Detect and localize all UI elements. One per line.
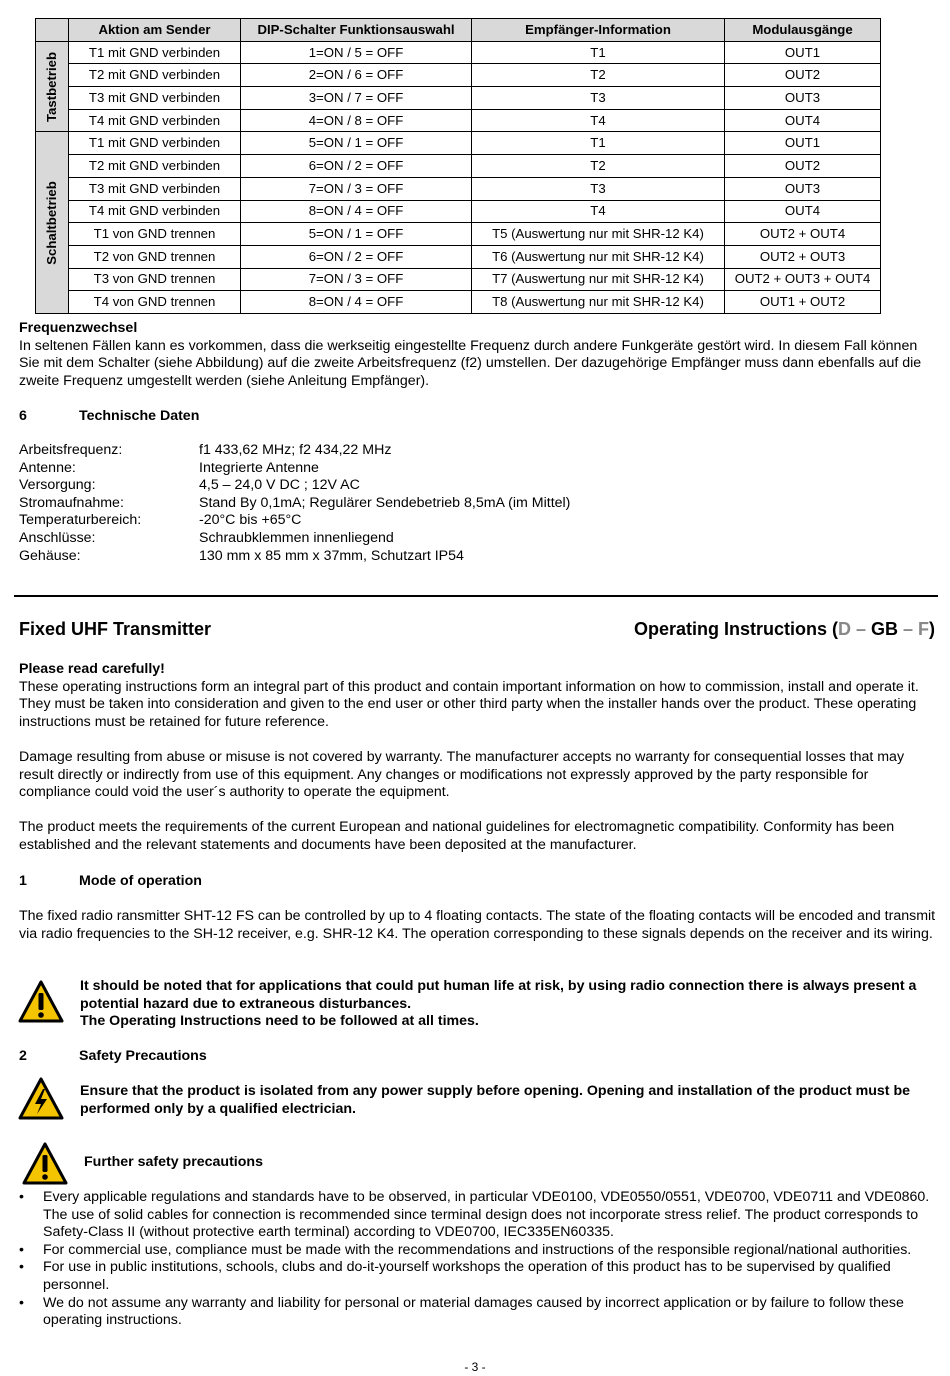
- section-title: Safety Precautions: [79, 1048, 207, 1064]
- spec-label: Stromaufnahme:: [19, 494, 124, 511]
- table-cell: OUT2 + OUT3: [725, 245, 881, 268]
- table-cell: T3: [472, 177, 725, 200]
- list-item: • For commercial use, compliance must be made with the recommendations and instructions of the responsible regional/national authorities.: [19, 1242, 937, 1260]
- lang-gb: GB: [870, 619, 898, 639]
- table-cell: OUT3: [725, 87, 881, 110]
- list-item: • We do not assume any warranty and liability for personal or material damages caused by incorrect application or by failure to follow these operating instructions.: [19, 1295, 937, 1330]
- table-cell: 8=ON / 4 = OFF: [241, 200, 472, 223]
- product-title: Fixed UHF Transmitter: [19, 619, 212, 639]
- spec-value: -20°C bis +65°C: [199, 512, 302, 529]
- table-cell: 8=ON / 4 = OFF: [241, 291, 472, 314]
- table-cell: OUT2 + OUT3 + OUT4: [725, 268, 881, 291]
- lang-d: D: [837, 619, 851, 639]
- table-cell: T7 (Auswertung nur mit SHR-12 K4): [472, 268, 725, 291]
- table-cell: 5=ON / 1 = OFF: [241, 132, 472, 155]
- dip-switch-table: [35, 18, 881, 314]
- spec-row: [19, 495, 570, 513]
- table-cell: OUT2: [725, 64, 881, 87]
- spec-row: [19, 460, 570, 478]
- table-row: [36, 245, 881, 268]
- table-row: [36, 291, 881, 314]
- table-cell: T5 (Auswertung nur mit SHR-12 K4): [472, 223, 725, 246]
- table-cell: T8 (Auswertung nur mit SHR-12 K4): [472, 291, 725, 314]
- table-cell: OUT2: [725, 155, 881, 178]
- dash: –: [897, 619, 918, 639]
- spec-value: f1 433,62 MHz; f2 434,22 MHz: [199, 442, 392, 458]
- table-cell: T1: [472, 132, 725, 155]
- list-item: • For use in public institutions, schools, clubs and do-it-yourself workshops the operation of this product has to be supervised by qualified personnel.: [19, 1259, 937, 1294]
- spec-value: 130 mm x 85 mm x 37mm, Schutzart IP54: [199, 547, 464, 564]
- operating-instructions-title: [634, 619, 935, 640]
- table-header: Empfänger-Information: [472, 19, 725, 42]
- table-cell: T1 mit GND verbinden: [69, 41, 241, 64]
- section-number: 6: [19, 408, 27, 424]
- spec-value: Integrierte Antenne: [199, 459, 319, 476]
- safety-heading: [19, 1048, 937, 1066]
- table-cell: T6 (Auswertung nur mit SHR-12 K4): [472, 245, 725, 268]
- table-row: [36, 132, 881, 155]
- table-row: [36, 41, 881, 64]
- table-group-cell: [36, 132, 69, 314]
- table-cell: T1 mit GND verbinden: [69, 132, 241, 155]
- electric-warning-text: Ensure that the product is isolated from any power supply before opening. Opening and installation of the product must be performed only by a qualified electrician.: [80, 1083, 911, 1117]
- further-safety-heading: Further safety precautions: [84, 1154, 263, 1170]
- page-number: - 3 -: [464, 1360, 486, 1374]
- spec-value: 4,5 – 24,0 V DC ; 12V AC: [199, 477, 360, 494]
- table-row: [36, 87, 881, 110]
- section-title: Technische Daten: [79, 408, 200, 424]
- table-cell: T2 von GND trennen: [69, 245, 241, 268]
- intro-section: [19, 661, 937, 855]
- mode-paragraph: The fixed radio ransmitter SHT-12 FS can be controlled by up to 4 floating contacts. The state of the floating contacts will be encoded and transmit via radio frequencies to the SH-12 receiver, e.g. SHR-12 K4. The operation corresponding to these signals depends on the receiver and its wiring.: [19, 908, 936, 942]
- table-cell: T2: [472, 64, 725, 87]
- spec-label: Antenne:: [19, 459, 76, 476]
- warning-line: It should be noted that for applications that could put human life at risk, by using radio connection there is always present a potential hazard due to extraneous disturbances.: [80, 978, 917, 1012]
- table-cell: 3=ON / 7 = OFF: [241, 87, 472, 110]
- table-cell: T2: [472, 155, 725, 178]
- freq-paragraph: In seltenen Fällen kann es vorkommen, dass die werkseitig eingestellte Frequenz durch andere Funkgeräte gestört wird. In diesem Fall können Sie mit dem Schalter (siehe Abbildung) auf die zweite Arbeitsfrequenz (f2) umstellen. Der dazugehörige Empfänger muss dann ebenfalls auf die zweite Frequenz umgestellt werden (siehe Anleitung Empfänger).: [19, 337, 922, 389]
- table-cell: 4=ON / 8 = OFF: [241, 109, 472, 132]
- warning-triangle-icon: [22, 1142, 68, 1186]
- table-cell: T4 mit GND verbinden: [69, 200, 241, 223]
- table-group-label: Schaltbetrieb: [44, 180, 59, 265]
- table-cell: 7=ON / 3 = OFF: [241, 268, 472, 291]
- spec-value: Schraubklemmen innenliegend: [199, 529, 394, 546]
- table-cell: 7=ON / 3 = OFF: [241, 177, 472, 200]
- freq-heading: Frequenzwechsel: [19, 320, 138, 336]
- table-cell: T4: [472, 200, 725, 223]
- tech-specs-list: [19, 442, 570, 565]
- spec-label: Versorgung:: [19, 477, 96, 494]
- spec-label: Arbeitsfrequenz:: [19, 442, 123, 458]
- table-row: [36, 64, 881, 87]
- table-row: [36, 109, 881, 132]
- table-header: DIP-Schalter Funktionsauswahl: [241, 19, 472, 42]
- table-cell: OUT4: [725, 200, 881, 223]
- table-cell: OUT2 + OUT4: [725, 223, 881, 246]
- warning-text: [80, 978, 940, 1031]
- table-cell: T1: [472, 41, 725, 64]
- section-number: 2: [19, 1048, 27, 1064]
- spec-label: Anschlüsse:: [19, 529, 96, 546]
- spec-row: [19, 477, 570, 495]
- table-cell: OUT1 + OUT2: [725, 291, 881, 314]
- table-cell: 2=ON / 6 = OFF: [241, 64, 472, 87]
- freq-section: [19, 320, 937, 390]
- dash: –: [850, 619, 871, 639]
- electric-hazard-icon: [18, 1077, 64, 1121]
- table-cell: OUT3: [725, 177, 881, 200]
- section-number: 1: [19, 873, 27, 889]
- oi-prefix: Operating Instructions (: [633, 619, 838, 639]
- table-cell: T3 mit GND verbinden: [69, 177, 241, 200]
- table-group-cell: [36, 41, 69, 132]
- safety-bullet-list: [19, 1189, 937, 1330]
- table-header: Aktion am Sender: [69, 19, 241, 42]
- table-cell: OUT1: [725, 132, 881, 155]
- section-title: Mode of operation: [79, 873, 202, 889]
- table-cell: T4: [472, 109, 725, 132]
- table-row: [36, 268, 881, 291]
- table-row: [36, 177, 881, 200]
- spec-value: Stand By 0,1mA; Regulärer Sendebetrieb 8,5mA (im Mittel): [199, 494, 571, 511]
- table-cell: T4 von GND trennen: [69, 291, 241, 314]
- read-carefully-heading: Please read carefully!: [19, 661, 165, 677]
- table-cell: 1=ON / 5 = OFF: [241, 41, 472, 64]
- paragraph: Damage resulting from abuse or misuse is not covered by warranty. The manufacturer accepts no warranty for consequential losses that may result directly or indirectly from use of this equipment. Any changes or modifications not expressly approved by the party responsible for compliance could void the user´s authority to operate the equipment.: [19, 748, 905, 801]
- mode-heading: [19, 873, 937, 891]
- table-corner-cell: [36, 19, 69, 42]
- table-cell: T2 mit GND verbinden: [69, 64, 241, 87]
- table-cell: T2 mit GND verbinden: [69, 155, 241, 178]
- table-row: [36, 200, 881, 223]
- oi-suffix: ): [929, 619, 935, 639]
- table-cell: 6=ON / 2 = OFF: [241, 245, 472, 268]
- table-cell: T3 mit GND verbinden: [69, 87, 241, 110]
- table-row: [36, 155, 881, 178]
- warning-triangle-icon: [18, 980, 64, 1024]
- spec-row: [19, 530, 570, 548]
- table-header: Modulausgänge: [725, 19, 881, 42]
- spec-row: [19, 548, 570, 566]
- paragraph: These operating instructions form an integral part of this product and contain important information on how to commission, install and operate it. They must be taken into consideration and given to the end user or other third party when the installer hands over the product. These operating instructions must be retained for future reference.: [19, 678, 919, 730]
- table-row: [36, 223, 881, 246]
- list-item: • Every applicable regulations and standards have to be observed, in particular VDE0100, VDE0550/0551, VDE0700, VDE0711 and VDE0860. The use of solid cables for connection is recommended since terminal design does not incorporate stress relief. The product corresponds to Safety-Class II (without protective earth terminal) according to VDE0700, IEC335EN60335.: [19, 1189, 937, 1242]
- warning-line: The Operating Instructions need to be followed at all times.: [80, 1013, 479, 1030]
- table-cell: T3: [472, 87, 725, 110]
- spec-row: [19, 442, 570, 460]
- table-cell: T1 von GND trennen: [69, 223, 241, 246]
- lang-f: F: [918, 619, 929, 639]
- table-cell: OUT4: [725, 109, 881, 132]
- table-header-row: [36, 19, 881, 42]
- table-cell: OUT1: [725, 41, 881, 64]
- table-group-label: Tastbetrieb: [44, 51, 59, 122]
- spec-label: Gehäuse:: [19, 547, 81, 564]
- paragraph: The product meets the requirements of the current European and national guidelines for electromagnetic compatibility. Conformity has been established and the relevant statements and documents have been deposited at the manufacturer.: [19, 819, 895, 853]
- table-cell: T4 mit GND verbinden: [69, 109, 241, 132]
- table-cell: 5=ON / 1 = OFF: [241, 223, 472, 246]
- spec-row: [19, 512, 570, 530]
- section-divider: [14, 595, 938, 597]
- tech-heading: [19, 408, 937, 426]
- table-cell: 6=ON / 2 = OFF: [241, 155, 472, 178]
- table-cell: T3 von GND trennen: [69, 268, 241, 291]
- spec-label: Temperaturbereich:: [19, 512, 142, 529]
